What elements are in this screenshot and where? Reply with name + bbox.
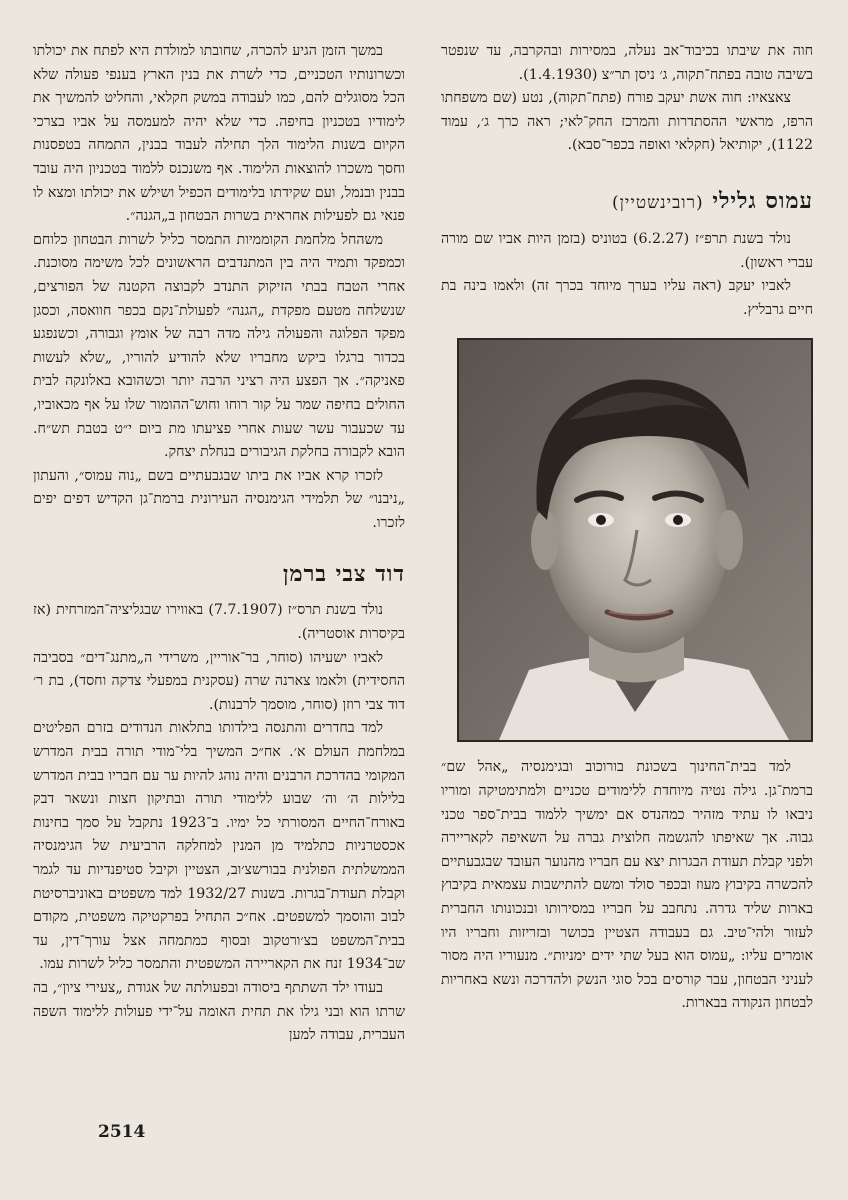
- left-column: [33, 40, 405, 1048]
- portrait-photo: [457, 338, 813, 742]
- biography-paragraph: למד בבית־החינוך בשכונת בורוכוב ובגימנסיה „אהל שם״ ברמת־גן. גילה נטיה מיוחדת ללימודים טכניים ולמתימטיקה ומוריו ניבאו לו עתיד מזהיר כמהנדס אם ימשיך ללמוד בבית־ספר טכני גבוה. אך שאיפתו להגשמה חלוצית גברה על השאיפה לקאריירה ולפני קבלת תעודת הבגרות יצא עם חבריו מהנוער העובד שבגבעתיים להכשרה בקיבוץ מעוז ובכפר סולד ומשם להתישבות עצמאית בקיבוץ בארות שליד גדרה. נתחבב על חבריו במסירותו ובנכונותו החברית לעזור ולהי־טיב. גם בעבודה הצטיין בכושר ובזריזות וחבריו היו אומרים עליו: „עמוס הוא בעל שתי ידים ימניות״. מנעוריו היה מסור לעניני הבטחון, עבר קורסים בכל סוגי הנשק ולהדרכה ונשא באחריות לבטחון הנקודה בבארות.: [441, 759, 813, 1012]
- parents-paragraph: לאביו ישעיהו (סוחר, בר־אוריין, משרידי ה„מתנג־דים״ בסביבה החסידית) ולאמו צארנה שרה (עסקנית במפעלי צדקה וחסד), בת ר׳ דוד צבי רוזן (סוחר, מוסמך לרבנות).: [33, 649, 405, 713]
- entry-heading-amos-galili: [441, 186, 813, 218]
- birth-paragraph: נולד בשנת תרס״ז (7.7.1907) באווירו שבגליציה־המזרחית (אז בקיסרות אוסטריה).: [33, 602, 405, 643]
- war-paragraph: משהחל מלחמת הקוממיות התמסר כליל לשרות הבטחון כלוחם וכמפקד ותמיד היה בין המתנדבים הראשונים לכל משימה מסוכנת. אחרי הטבח בבתי הזיקוק התנדב לקבוצה הקטנה של הפורצים, שנשלחה מטעם מפקדת „הגנה״ לפעולת־נקם בכפר חוואסה, וכסגן מפקד הפלוגה והפעולה גילה מדה רבה של אומץ וגבורה, וכשנפגע בכדור ברגלו ביקש מחבריו שלא להודיע להוריו, „שלא לעשות פאניקה״. אך הפצע היה רציני הרבה יותר וכשהובא באלונקה לבית החולים בחיפה שמר על קור רוחו וחוש־ההומור שלו על אף מכאוביו, עד שכעבור עשר שעות אחרי פציעתו מת ביום י״ט בטבת תש״ח. הובא לקבורה בחלקת הגיבורים בנחלת יצחק.: [33, 231, 405, 461]
- parents-paragraph: לאביו יעקב (ראה עליו בערך מיוחד בכרך זה) ולאמו בינה בת חיים גרבליץ.: [441, 278, 813, 318]
- descendants-paragraph: צאצאיו: חוה אשת יעקב פורח (פתח־תקוה), נטע (שם משפחתו הרפז, מראשי ההסתדרות והמרכז החק־לאי; ראה כרך ג׳, עמוד 1122), יקותיאל (חקלאי ואופה בכפר־סבא).: [441, 90, 813, 154]
- entry-name: דוד צבי ברמן: [282, 561, 405, 588]
- right-column: [441, 40, 813, 1016]
- education-paragraph: למד בחדרים והתנסה בילדותו בתלאות הנדודים בזרם הפליטים במלחמת העולם א׳. אח״כ המשיך בלי־מודי תורה בבית המדרש המקומי בהדרכת הרבנים והיה נוהג להיות ער עם חבריו בבית המדרש בלילות ה׳ וה׳ שבוע ללימודי תורה ובתיקון חצות ונשאר דבק באורח־החיים המסורתי כל ימיו. ב־1923 נתקבל על סמך בחינות אכסטרניות כתלמיד מן המנין למחלקה הרביעית של הגימנסיה הממשלתית הפולנית בבורשצ׳וב, הצטיין וקיבל סטיפנדיות עד לגמר וקבלת תעודת־בגרות. בשנות 1932/27 למד משפטים באוניברסיטת לבוב והוסמך למשפטים. אח״כ התחיל בפרקטיקה משפטית, מקודם בבית־המשפט בצ׳ורטקוב ובסוף כמתמחה אצל עורך־דין, עד שב־1934 זנח את הקאריירה המשפטית והתמסר כליל לשרות עמו.: [33, 720, 405, 973]
- continued-biography-paragraph: במשך הזמן הגיע להכרה, שחובתו למולדת היא לפתח את יכולתו וכשרונותיו הטכניים, כדי לשרת את בנין הארץ בענפי פעולה שלא הכל מסוגלים להם, כמו לעבודה במשק חקלאי, והחליט להמשיך את לימודיו בטכניון בחיפה. כדי שלא יהיה למעמסה על אביו בצרכי הקיום בשנות הלימוד הלך תחילה לעבוד בבנין, התמחה בטפסנות וחסך משכרו להוצאות הלימוד. אף משנכנס ללמוד בטכניון היה עובד בבנין ובנמל, ועם שקידתו בלימודים הכפיל ושילש את יכולתו ומצא לו פנאי גם לפעילות אחראית בשרות הבטחון ב„הגנה״.: [33, 43, 405, 225]
- memorial-paragraph: לזכרו קרא אביו את ביתו שבגבעתיים בשם „נוה עמוס״, והעתון „ניבנו״ של תלמידי הגימנסיה העירונית ברמת־גן הקדיש דפים יפים לזכרו.: [33, 467, 405, 531]
- continued-paragraph: חוה את שיבתו בכיבוד־אב נעלה, במסירות ובהקרבה, עד שנפטר בשיבה טובה בפתח־תקוה, ג׳ ניסן תר״צ (1.4.1930).: [441, 43, 813, 83]
- entry-former-name: (רובינשטיין): [611, 192, 704, 213]
- birth-paragraph: נולד בשנת תרפ״ז (6.2.27) בטוניס (בזמן היות אביו שם מורה עברי ראשון).: [441, 230, 813, 271]
- entry-name: עמוס גלילי: [712, 187, 813, 214]
- entry-heading-david-zvi-berman: [33, 559, 405, 589]
- page-number: 2514: [98, 1122, 146, 1142]
- portrait-image: [459, 340, 811, 740]
- activity-paragraph: בעודו ילד השתתף ביסודה ובפעולתה של אגודת „צעירי ציון״, בה שרתו הוא ובני גילו את תחית האומה על־ידי פעולות ללימוד השפה העברית, עבודה למען: [33, 979, 405, 1044]
